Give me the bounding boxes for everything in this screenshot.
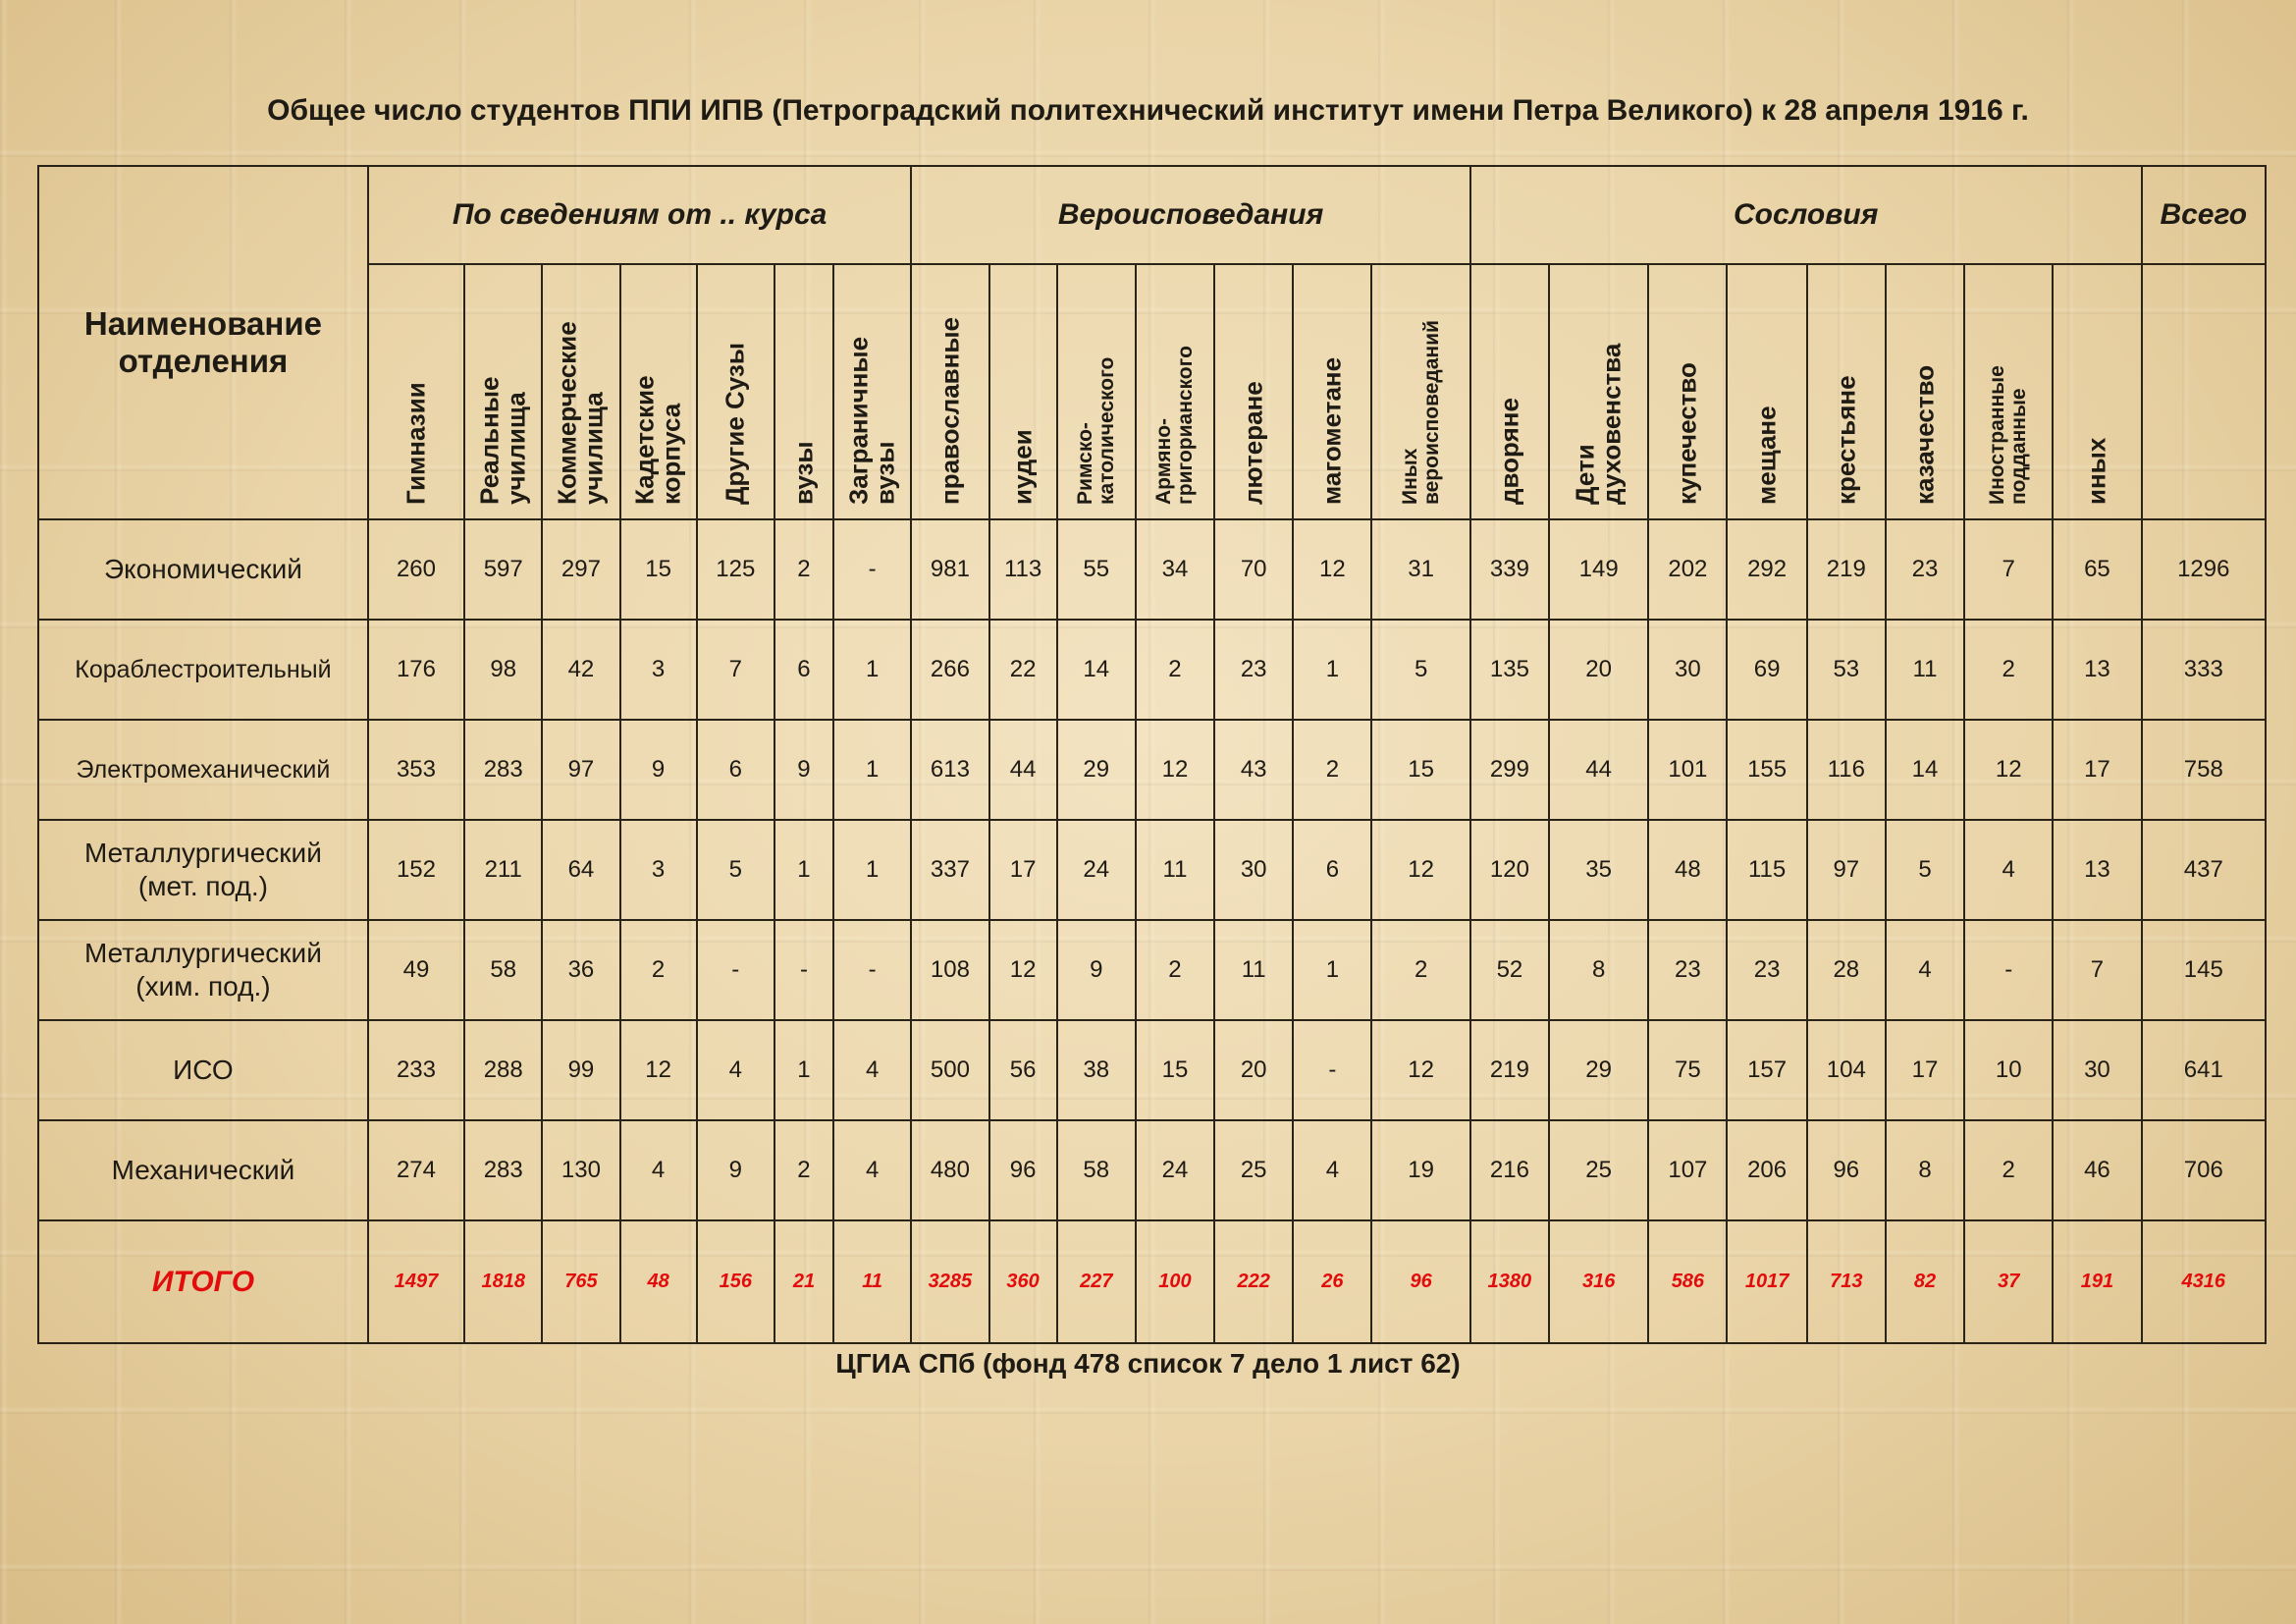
table-cell: 17 [1886, 1020, 1964, 1120]
table-cell: 206 [1727, 1120, 1806, 1220]
table-cell: 4 [697, 1020, 774, 1120]
total-cell: 222 [1214, 1220, 1293, 1343]
table-cell: 2 [1136, 920, 1214, 1020]
column-header [1136, 264, 1214, 519]
table-cell: 758 [2142, 720, 2266, 820]
table-cell: 12 [989, 920, 1057, 1020]
table-cell: 299 [1470, 720, 1549, 820]
group-header-row [38, 166, 2266, 264]
column-header [1807, 264, 1886, 519]
table-cell: 12 [1371, 1020, 1469, 1120]
table-cell: 44 [1549, 720, 1648, 820]
total-cell: 26 [1293, 1220, 1371, 1343]
table-cell: 219 [1470, 1020, 1549, 1120]
column-header-label: Коммерческие училища [552, 321, 609, 505]
total-cell: 586 [1648, 1220, 1727, 1343]
department-name-header [38, 166, 368, 519]
table-cell: 706 [2142, 1120, 2266, 1220]
table-cell: 480 [911, 1120, 988, 1220]
table-cell: 23 [1214, 620, 1293, 720]
column-header [368, 264, 464, 519]
column-header-row [38, 264, 2266, 519]
table-cell: 23 [1886, 519, 1964, 620]
total-cell: 37 [1964, 1220, 2053, 1343]
column-header-label: мещане [1751, 406, 1782, 505]
table-cell: 52 [1470, 920, 1549, 1020]
table-cell: 641 [2142, 1020, 2266, 1120]
table-cell: - [1293, 1020, 1371, 1120]
department-name: Механический [38, 1120, 368, 1220]
table-cell: 1 [774, 1020, 833, 1120]
column-header [833, 264, 911, 519]
total-cell: 82 [1886, 1220, 1964, 1343]
table-cell: 9 [1057, 920, 1136, 1020]
table-cell: 7 [1964, 519, 2053, 620]
table-cell: 6 [774, 620, 833, 720]
table-cell: 4 [1293, 1120, 1371, 1220]
total-cell: 1818 [464, 1220, 542, 1343]
column-header [1057, 264, 1136, 519]
table-cell: 99 [542, 1020, 619, 1120]
table-cell: 337 [911, 820, 988, 920]
table-cell: 4 [620, 1120, 697, 1220]
table-cell: 12 [1371, 820, 1469, 920]
total-cell: 48 [620, 1220, 697, 1343]
table-cell: 23 [1727, 920, 1806, 1020]
table-cell: 17 [2053, 720, 2141, 820]
table-cell: 107 [1648, 1120, 1727, 1220]
column-header-label: крестьяне [1831, 375, 1861, 505]
table-cell: 266 [911, 620, 988, 720]
table-cell: 38 [1057, 1020, 1136, 1120]
column-header-label: иных [2081, 437, 2111, 505]
department-name: Металлургический (мет. под.) [38, 820, 368, 920]
table-cell: 113 [989, 519, 1057, 620]
column-header-label: иудеи [1007, 429, 1038, 505]
table-cell: - [774, 920, 833, 1020]
column-header [989, 264, 1057, 519]
total-cell: 100 [1136, 1220, 1214, 1343]
table-cell: 5 [697, 820, 774, 920]
table-cell: 4 [833, 1120, 911, 1220]
table-cell: 981 [911, 519, 988, 620]
column-header [1293, 264, 1371, 519]
table-cell: 15 [1136, 1020, 1214, 1120]
table-cell: 149 [1549, 519, 1648, 620]
table-cell: 2 [1136, 620, 1214, 720]
table-cell: 4 [833, 1020, 911, 1120]
table-cell: 11 [1886, 620, 1964, 720]
table-cell: 20 [1214, 1020, 1293, 1120]
table-cell: 12 [1293, 519, 1371, 620]
table-cell: 260 [368, 519, 464, 620]
table-cell: 10 [1964, 1020, 2053, 1120]
table-cell: 202 [1648, 519, 1727, 620]
table-row [38, 720, 2266, 820]
table-cell: 216 [1470, 1120, 1549, 1220]
table-cell: 30 [1648, 620, 1727, 720]
students-table [37, 165, 2267, 1344]
column-header-label: Иностранные подданные [1986, 365, 2031, 505]
table-cell: 11 [1136, 820, 1214, 920]
total-cell: 765 [542, 1220, 619, 1343]
table-row [38, 620, 2266, 720]
table-cell: 120 [1470, 820, 1549, 920]
table-cell: 157 [1727, 1020, 1806, 1120]
table-cell: 2 [774, 519, 833, 620]
column-header-label: вузы [788, 441, 819, 505]
table-cell: 1 [833, 620, 911, 720]
table-cell: 116 [1807, 720, 1886, 820]
column-header-label: казачество [1909, 364, 1940, 505]
column-header-label: дворяне [1494, 398, 1524, 505]
total-cell: 11 [833, 1220, 911, 1343]
table-cell: 15 [620, 519, 697, 620]
table-cell: 13 [2053, 620, 2141, 720]
table-cell: 30 [2053, 1020, 2141, 1120]
table-cell: 7 [2053, 920, 2141, 1020]
table-cell: 9 [697, 1120, 774, 1220]
column-header-label: Другие Сузы [720, 342, 750, 505]
table-cell: - [833, 920, 911, 1020]
column-header-label: купечество [1672, 362, 1702, 505]
table-cell: 24 [1136, 1120, 1214, 1220]
total-cell: 227 [1057, 1220, 1136, 1343]
table-cell: 152 [368, 820, 464, 920]
column-header-label: лютеране [1238, 381, 1268, 505]
total-cell: 21 [774, 1220, 833, 1343]
column-header-label: Заграничные вузы [843, 336, 900, 505]
group-header-total: Всего [2142, 166, 2266, 264]
table-cell: 2 [1371, 920, 1469, 1020]
table-cell: 58 [464, 920, 542, 1020]
table-cell: 2 [620, 920, 697, 1020]
table-cell: 20 [1549, 620, 1648, 720]
group-header-religion: Вероисповедания [911, 166, 1470, 264]
table-row [38, 1120, 2266, 1220]
table-cell: 333 [2142, 620, 2266, 720]
column-header-total-blank [2142, 264, 2266, 519]
table-cell: 29 [1057, 720, 1136, 820]
source-note: ЦГИА СПб (фонд 478 список 7 дело 1 лист 62) [835, 1348, 1461, 1379]
table-row [38, 920, 2266, 1020]
department-name: Экономический [38, 519, 368, 620]
table-cell: 2 [774, 1120, 833, 1220]
table-cell: 58 [1057, 1120, 1136, 1220]
total-cell: 191 [2053, 1220, 2141, 1343]
table-cell: 15 [1371, 720, 1469, 820]
column-header-label: Дети духовенства [1570, 343, 1627, 505]
table-cell: 1 [774, 820, 833, 920]
table-cell: 437 [2142, 820, 2266, 920]
table-cell: 96 [989, 1120, 1057, 1220]
column-header [697, 264, 774, 519]
table-cell: - [1964, 920, 2053, 1020]
column-header [1648, 264, 1727, 519]
table-cell: 6 [697, 720, 774, 820]
table-cell: - [833, 519, 911, 620]
table-cell: - [697, 920, 774, 1020]
column-header [1371, 264, 1469, 519]
table-cell: 2 [1964, 1120, 2053, 1220]
table-cell: 125 [697, 519, 774, 620]
table-cell: 130 [542, 1120, 619, 1220]
page-title: Общее число студентов ППИ ИПВ (Петроградский политехнический институт имени Петра Великого) к 28 апреля 1916 г. [267, 94, 2029, 127]
department-name: Электромеханический [38, 720, 368, 820]
department-name: ИСО [38, 1020, 368, 1120]
table-row [38, 519, 2266, 620]
total-cell: 156 [697, 1220, 774, 1343]
table-cell: 9 [620, 720, 697, 820]
column-header [774, 264, 833, 519]
table-cell: 297 [542, 519, 619, 620]
total-cell: 96 [1371, 1220, 1469, 1343]
table-cell: 22 [989, 620, 1057, 720]
total-row [38, 1220, 2266, 1343]
column-header-label: православные [934, 316, 965, 505]
table-cell: 69 [1727, 620, 1806, 720]
column-header [620, 264, 697, 519]
column-header-label: магометане [1316, 356, 1347, 505]
table-cell: 11 [1214, 920, 1293, 1020]
table-cell: 233 [368, 1020, 464, 1120]
table-cell: 9 [774, 720, 833, 820]
table-cell: 211 [464, 820, 542, 920]
table-cell: 292 [1727, 519, 1806, 620]
table-cell: 101 [1648, 720, 1727, 820]
table-cell: 65 [2053, 519, 2141, 620]
table-cell: 64 [542, 820, 619, 920]
column-header-label: Кадетские корпуса [629, 375, 686, 505]
table-cell: 283 [464, 720, 542, 820]
column-header [2053, 264, 2141, 519]
total-cell: 316 [1549, 1220, 1648, 1343]
department-name: Металлургический (хим. под.) [38, 920, 368, 1020]
table-cell: 4 [1964, 820, 2053, 920]
table-cell: 288 [464, 1020, 542, 1120]
table-cell: 4 [1886, 920, 1964, 1020]
table-cell: 1 [1293, 620, 1371, 720]
table-cell: 1296 [2142, 519, 2266, 620]
column-header [1549, 264, 1648, 519]
table-cell: 17 [989, 820, 1057, 920]
column-header [1214, 264, 1293, 519]
table-cell: 145 [2142, 920, 2266, 1020]
table-cell: 104 [1807, 1020, 1886, 1120]
table-cell: 6 [1293, 820, 1371, 920]
column-header-label: Римско- католического [1073, 356, 1118, 505]
table-cell: 53 [1807, 620, 1886, 720]
table-cell: 49 [368, 920, 464, 1020]
total-cell: 1380 [1470, 1220, 1549, 1343]
table-cell: 56 [989, 1020, 1057, 1120]
table-cell: 30 [1214, 820, 1293, 920]
table-cell: 5 [1371, 620, 1469, 720]
total-cell: 3285 [911, 1220, 988, 1343]
table-cell: 35 [1549, 820, 1648, 920]
table-cell: 500 [911, 1020, 988, 1120]
table-cell: 24 [1057, 820, 1136, 920]
department-name-header-label: Наименование отделения [83, 305, 322, 379]
table-cell: 97 [542, 720, 619, 820]
table-cell: 12 [620, 1020, 697, 1120]
table-cell: 23 [1648, 920, 1727, 1020]
table-cell: 353 [368, 720, 464, 820]
table-cell: 25 [1549, 1120, 1648, 1220]
table-cell: 283 [464, 1120, 542, 1220]
table-cell: 75 [1648, 1020, 1727, 1120]
table-cell: 1 [833, 820, 911, 920]
table-cell: 2 [1293, 720, 1371, 820]
table-cell: 5 [1886, 820, 1964, 920]
table-row [38, 1020, 2266, 1120]
table-cell: 597 [464, 519, 542, 620]
total-cell: 1497 [368, 1220, 464, 1343]
table-cell: 115 [1727, 820, 1806, 920]
column-header [542, 264, 619, 519]
table-cell: 28 [1807, 920, 1886, 1020]
column-header-label: Гимназии [400, 382, 431, 505]
table-cell: 219 [1807, 519, 1886, 620]
column-header [911, 264, 988, 519]
table-cell: 12 [1964, 720, 2053, 820]
table-cell: 1 [1293, 920, 1371, 1020]
table-cell: 46 [2053, 1120, 2141, 1220]
table-cell: 613 [911, 720, 988, 820]
table-cell: 7 [697, 620, 774, 720]
table-body [38, 519, 2266, 1343]
table-cell: 3 [620, 620, 697, 720]
table-cell: 44 [989, 720, 1057, 820]
table-cell: 12 [1136, 720, 1214, 820]
total-row-label: ИТОГО [38, 1220, 368, 1343]
table-cell: 14 [1057, 620, 1136, 720]
table-cell: 155 [1727, 720, 1806, 820]
table-cell: 2 [1964, 620, 2053, 720]
table-cell: 55 [1057, 519, 1136, 620]
column-header [1727, 264, 1806, 519]
table-cell: 42 [542, 620, 619, 720]
column-header [1886, 264, 1964, 519]
table-cell: 19 [1371, 1120, 1469, 1220]
column-header-label: Реальные училища [474, 376, 531, 505]
column-header [1964, 264, 2053, 519]
total-cell: 360 [989, 1220, 1057, 1343]
column-header [464, 264, 542, 519]
table-cell: 96 [1807, 1120, 1886, 1220]
table-cell: 274 [368, 1120, 464, 1220]
table-cell: 14 [1886, 720, 1964, 820]
table-cell: 36 [542, 920, 619, 1020]
table-cell: 8 [1549, 920, 1648, 1020]
table-cell: 108 [911, 920, 988, 1020]
total-cell: 4316 [2142, 1220, 2266, 1343]
table-cell: 176 [368, 620, 464, 720]
group-header-course: По сведениям от .. курса [368, 166, 911, 264]
column-header [1470, 264, 1549, 519]
table-cell: 13 [2053, 820, 2141, 920]
total-cell: 713 [1807, 1220, 1886, 1343]
table-cell: 8 [1886, 1120, 1964, 1220]
column-header-label: Иных вероисповеданий [1398, 320, 1443, 505]
table-cell: 43 [1214, 720, 1293, 820]
table-cell: 339 [1470, 519, 1549, 620]
group-header-estate: Сословия [1470, 166, 2142, 264]
total-cell: 1017 [1727, 1220, 1806, 1343]
table-cell: 135 [1470, 620, 1549, 720]
table-cell: 70 [1214, 519, 1293, 620]
table-cell: 97 [1807, 820, 1886, 920]
table-cell: 34 [1136, 519, 1214, 620]
table-cell: 1 [833, 720, 911, 820]
department-name: Кораблестроительный [38, 620, 368, 720]
table-row [38, 820, 2266, 920]
table-cell: 29 [1549, 1020, 1648, 1120]
column-header-label: Армяно- григорианского [1151, 346, 1197, 505]
table-cell: 48 [1648, 820, 1727, 920]
table-cell: 25 [1214, 1120, 1293, 1220]
table-cell: 98 [464, 620, 542, 720]
table-cell: 31 [1371, 519, 1469, 620]
table-cell: 3 [620, 820, 697, 920]
